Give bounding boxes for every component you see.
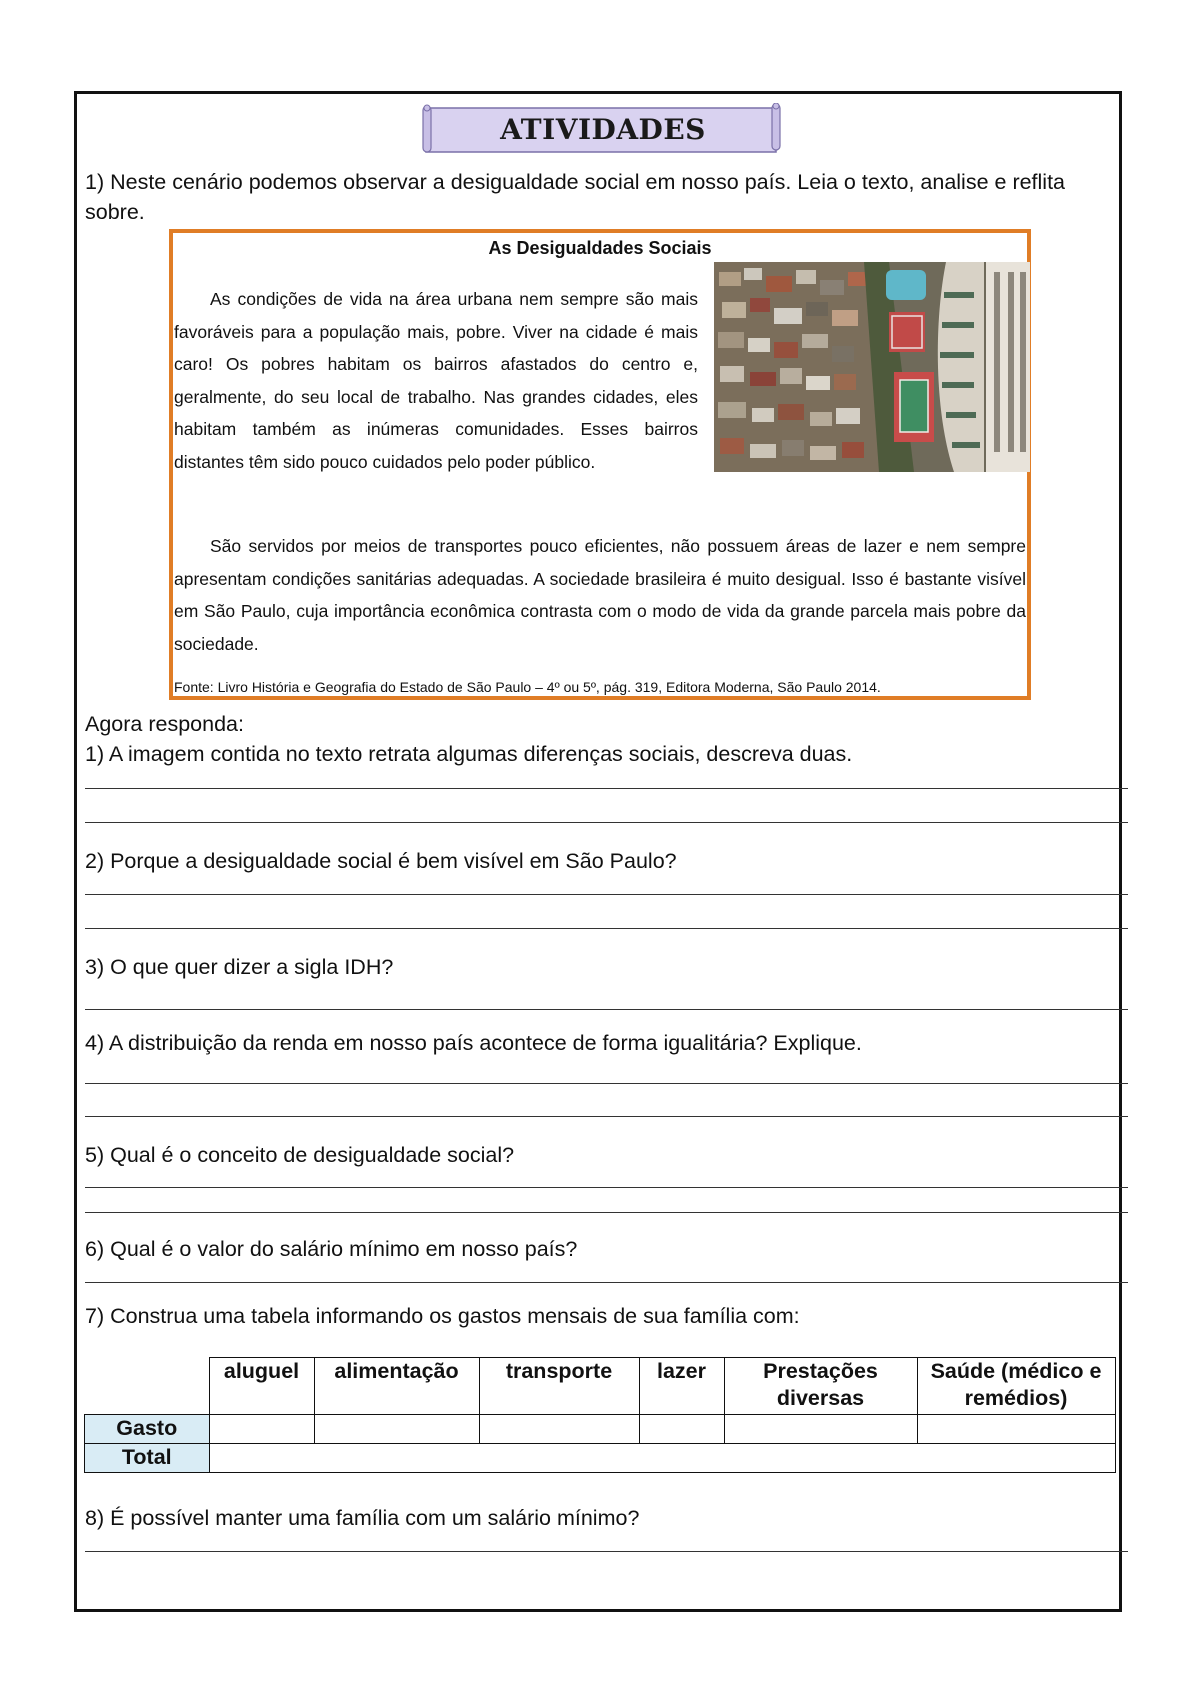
answer-line-8a[interactable]: [85, 1551, 1128, 1552]
table-row: [85, 1414, 1116, 1443]
table-cell[interactable]: [314, 1414, 479, 1443]
question-3: 3) O que quer dizer a sigla IDH?: [85, 955, 394, 979]
answer-line-2a[interactable]: [85, 894, 1128, 895]
favela-vs-luxury-buildings-photo-icon: [714, 262, 1030, 472]
table-header-cell: Prestações diversas: [724, 1358, 917, 1415]
table-header-cell: aluguel: [209, 1358, 314, 1415]
table-cell[interactable]: [209, 1414, 314, 1443]
table-cell[interactable]: [479, 1414, 639, 1443]
reading-paragraph-2: [174, 530, 1026, 660]
answer-line-5a[interactable]: [85, 1187, 1128, 1188]
intro-question: 1) Neste cenário podemos observar a desigualdade social em nosso país. Leia o texto, analise e reflita sobre.: [85, 170, 1066, 224]
answer-line-5b[interactable]: [85, 1212, 1128, 1213]
answer-line-2b[interactable]: [85, 928, 1128, 929]
question-5: 5) Qual é o conceito de desigualdade social?: [85, 1143, 515, 1167]
question-6: 6) Qual é o valor do salário mínimo em nosso país?: [85, 1237, 578, 1261]
answer-line-1a[interactable]: [85, 788, 1128, 789]
reading-paragraph-1: [174, 283, 698, 478]
answer-line-6a[interactable]: [85, 1282, 1128, 1283]
table-corner-cell: [85, 1358, 210, 1415]
page-title: ATIVIDADES: [500, 112, 706, 146]
table-total-cell[interactable]: [209, 1443, 1115, 1472]
question-8: 8) É possível manter uma família com um salário mínimo?: [85, 1506, 640, 1530]
answer-line-4a[interactable]: [85, 1083, 1128, 1084]
table-header-cell: lazer: [639, 1358, 724, 1415]
table-cell[interactable]: [917, 1414, 1115, 1443]
answer-line-3a[interactable]: [85, 1009, 1128, 1010]
answer-line-4b[interactable]: [85, 1116, 1128, 1117]
table-cell[interactable]: [639, 1414, 724, 1443]
table-cell[interactable]: [724, 1414, 917, 1443]
table-row: [85, 1443, 1116, 1472]
reading-title: As Desigualdades Sociais: [488, 238, 712, 258]
answer-line-1b[interactable]: [85, 822, 1128, 823]
table-header-cell: transporte: [479, 1358, 639, 1415]
table-row-label: Gasto: [85, 1414, 210, 1443]
question-7: 7) Construa uma tabela informando os gastos mensais de sua família com:: [85, 1304, 800, 1328]
table-header-cell: Saúde (médico e remédios): [917, 1358, 1115, 1415]
question-4: 4) A distribuição da renda em nosso país acontece de forma igualitária? Explique.: [85, 1031, 862, 1055]
table-row-label: Total: [85, 1443, 210, 1472]
reading-paragraph-2-text: São servidos por meios de transportes pouco eficientes, não possuem áreas de lazer e nem sempre apresentam condições sanitárias adequadas. A sociedade brasileira é muito desigual. Isso é bastante visível em São Paulo, cuja importância econômica contrasta com o modo de vida da grande parcela mais pobre da sociedade.: [174, 536, 1026, 654]
answer-prompt: Agora responda:: [85, 712, 244, 736]
reading-source: Fonte: Livro História e Geografia do Estado de São Paulo – 4º ou 5º, pág. 319, Editora Moderna, São Paulo 2014.: [174, 679, 881, 695]
table-header-row: [85, 1358, 1116, 1415]
table-header-cell: alimentação: [314, 1358, 479, 1415]
question-1: 1) A imagem contida no texto retrata algumas diferenças sociais, descreva duas.: [85, 742, 853, 766]
expenses-table: [84, 1357, 1116, 1473]
question-2: 2) Porque a desigualdade social é bem visível em São Paulo?: [85, 849, 677, 873]
reading-paragraph-1-text: As condições de vida na área urbana nem sempre são mais favoráveis para a população mais, pobre. Viver na cidade é mais caro! Os pobres habitam os bairros afastados do centro e, geralmente, do seu local de trabalho. Nas grandes cidades, eles habitam também as inúmeras comunidades. Esses bairros distantes têm sido pouco cuidados pelo poder público.: [174, 289, 698, 472]
